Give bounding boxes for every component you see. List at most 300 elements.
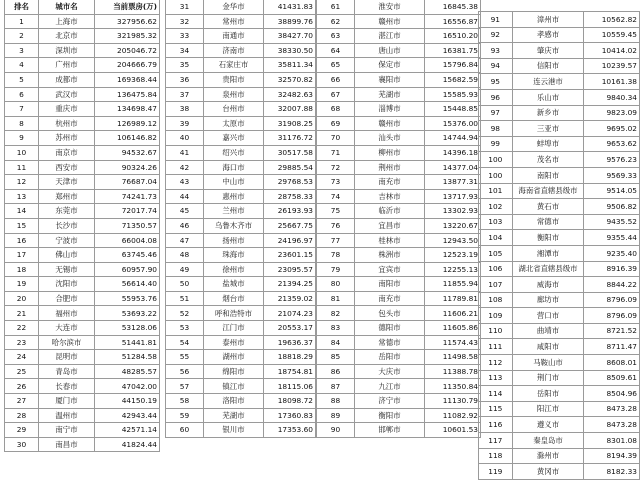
table-row xyxy=(5,364,160,379)
box-office-cell: 18818.29 xyxy=(264,350,316,365)
box-office-cell: 25667.75 xyxy=(264,218,316,233)
table-row xyxy=(166,131,316,146)
box-office-cell: 10239.57 xyxy=(584,58,640,74)
city-cell: 马鞍山市 xyxy=(512,355,584,371)
rank-cell: 51 xyxy=(166,291,204,306)
table-row xyxy=(479,152,640,168)
rank-cell: 14 xyxy=(5,204,39,219)
city-cell: 蚌埠市 xyxy=(512,136,584,152)
table-row xyxy=(317,0,481,14)
city-cell: 荆州市 xyxy=(355,160,425,175)
table-row xyxy=(166,423,316,438)
rank-cell: 82 xyxy=(317,306,355,321)
table-row xyxy=(317,72,481,87)
box-office-cell: 9435.52 xyxy=(584,214,640,230)
city-cell: 南阳市 xyxy=(355,277,425,292)
box-office-cell: 32482.63 xyxy=(264,87,316,102)
city-cell: 杭州市 xyxy=(39,116,95,131)
box-office-cell: 55953.76 xyxy=(95,291,160,306)
table-row xyxy=(166,102,316,117)
rank-cell: 54 xyxy=(166,335,204,350)
box-office-cell: 11388.78 xyxy=(425,364,481,379)
table-row xyxy=(166,233,316,248)
rank-cell: 1 xyxy=(5,14,39,29)
rank-cell: 31 xyxy=(166,0,204,14)
rank-cell: 71 xyxy=(317,145,355,160)
city-cell: 中山市 xyxy=(204,175,264,190)
table-row xyxy=(166,394,316,409)
ranking-table-3 xyxy=(316,0,481,438)
table-row xyxy=(479,43,640,59)
city-cell: 烟台市 xyxy=(204,291,264,306)
table-row xyxy=(479,74,640,90)
rank-cell: 100 xyxy=(479,167,513,183)
rank-cell: 7 xyxy=(5,102,39,117)
table-row xyxy=(317,218,481,233)
box-office-cell: 8504.96 xyxy=(584,386,640,402)
city-cell: 威海市 xyxy=(512,277,584,293)
table-row xyxy=(479,136,640,152)
box-office-cell: 53128.06 xyxy=(95,321,160,336)
city-cell: 福州市 xyxy=(39,306,95,321)
city-cell: 连云港市 xyxy=(512,74,584,90)
table-row xyxy=(479,245,640,261)
city-cell: 德阳市 xyxy=(355,321,425,336)
rank-cell: 116 xyxy=(479,417,513,433)
table-row xyxy=(479,308,640,324)
box-office-cell: 23095.57 xyxy=(264,262,316,277)
rank-cell: 118 xyxy=(479,448,513,464)
city-cell: 泉州市 xyxy=(204,87,264,102)
city-cell: 南通市 xyxy=(204,29,264,44)
box-office-cell: 8796.09 xyxy=(584,292,640,308)
city-cell: 阳江市 xyxy=(512,401,584,417)
table-row xyxy=(5,58,160,73)
box-office-cell: 8473.28 xyxy=(584,401,640,417)
table-row xyxy=(317,87,481,102)
table-row xyxy=(166,350,316,365)
table-row xyxy=(166,116,316,131)
rank-cell: 79 xyxy=(317,262,355,277)
city-cell: 秦皇岛市 xyxy=(512,433,584,449)
table-row xyxy=(5,116,160,131)
city-cell: 温州市 xyxy=(39,408,95,423)
table-row xyxy=(166,29,316,44)
rank-cell: 102 xyxy=(479,199,513,215)
box-office-cell: 9235.40 xyxy=(584,245,640,261)
table-row xyxy=(5,262,160,277)
table-row xyxy=(5,379,160,394)
rank-cell: 110 xyxy=(479,323,513,339)
table-row xyxy=(5,394,160,409)
box-office-cell: 13302.93 xyxy=(425,204,481,219)
box-office-cell: 42943.44 xyxy=(95,408,160,423)
rank-cell: 39 xyxy=(166,116,204,131)
table-row xyxy=(5,408,160,423)
city-cell: 衡阳市 xyxy=(355,408,425,423)
rank-cell: 27 xyxy=(5,394,39,409)
table-row xyxy=(5,87,160,102)
table-row xyxy=(317,277,481,292)
city-cell: 株洲市 xyxy=(355,248,425,263)
rank-cell: 61 xyxy=(317,0,355,14)
ranking-table-2 xyxy=(165,0,316,438)
city-cell: 青岛市 xyxy=(39,364,95,379)
rank-cell: 111 xyxy=(479,339,513,355)
box-office-cell: 38330.50 xyxy=(264,43,316,58)
rank-cell: 18 xyxy=(5,262,39,277)
box-office-cell: 204666.79 xyxy=(95,58,160,73)
table-row xyxy=(317,189,481,204)
table-row xyxy=(166,306,316,321)
rank-cell: 81 xyxy=(317,291,355,306)
rank-cell: 25 xyxy=(5,364,39,379)
city-cell: 济宁市 xyxy=(355,394,425,409)
box-office-cell: 169368.44 xyxy=(95,72,160,87)
rank-cell: 78 xyxy=(317,248,355,263)
table-row xyxy=(5,175,160,190)
city-cell: 惠州市 xyxy=(204,189,264,204)
box-office-cell: 9514.05 xyxy=(584,183,640,199)
table-row xyxy=(166,58,316,73)
box-office-cell: 11498.58 xyxy=(425,350,481,365)
table-row xyxy=(317,160,481,175)
table-row xyxy=(479,277,640,293)
rank-cell: 94 xyxy=(479,58,513,74)
city-cell: 绍兴市 xyxy=(204,145,264,160)
box-office-cell: 8301.08 xyxy=(584,433,640,449)
city-cell: 哈尔滨市 xyxy=(39,335,95,350)
city-cell: 赣州市 xyxy=(355,14,425,29)
rank-cell: 37 xyxy=(166,87,204,102)
box-office-cell: 16556.87 xyxy=(425,14,481,29)
box-office-cell: 14396.18 xyxy=(425,145,481,160)
rank-cell: 35 xyxy=(166,58,204,73)
city-cell: 武汉市 xyxy=(39,87,95,102)
rank-cell: 73 xyxy=(317,175,355,190)
table-row xyxy=(479,292,640,308)
box-office-cell: 8182.33 xyxy=(584,464,640,480)
city-cell: 沈阳市 xyxy=(39,277,95,292)
table-row xyxy=(166,218,316,233)
header-box-office: 当前票房(万) xyxy=(95,0,160,14)
box-office-cell: 8608.01 xyxy=(584,355,640,371)
city-cell: 厦门市 xyxy=(39,394,95,409)
rank-cell: 77 xyxy=(317,233,355,248)
box-office-cell: 21359.02 xyxy=(264,291,316,306)
box-office-cell: 17360.83 xyxy=(264,408,316,423)
table-row xyxy=(317,306,481,321)
box-office-cell: 10161.38 xyxy=(584,74,640,90)
city-cell: 常德市 xyxy=(512,214,584,230)
table-row xyxy=(5,204,160,219)
table-row xyxy=(5,335,160,350)
box-office-cell: 41431.83 xyxy=(264,0,316,14)
table-row xyxy=(479,230,640,246)
box-office-cell: 8796.09 xyxy=(584,308,640,324)
rank-cell: 90 xyxy=(317,423,355,438)
table-row xyxy=(5,321,160,336)
table-row xyxy=(166,277,316,292)
city-cell: 营口市 xyxy=(512,308,584,324)
rank-cell: 65 xyxy=(317,58,355,73)
city-cell: 新乡市 xyxy=(512,105,584,121)
rank-cell: 17 xyxy=(5,248,39,263)
table-row xyxy=(166,321,316,336)
box-office-cell: 32570.82 xyxy=(264,72,316,87)
city-cell: 大连市 xyxy=(39,321,95,336)
box-office-cell: 41824.44 xyxy=(95,437,160,452)
box-office-cell: 94532.67 xyxy=(95,145,160,160)
rank-cell: 108 xyxy=(479,292,513,308)
rank-cell: 76 xyxy=(317,218,355,233)
rank-cell: 70 xyxy=(317,131,355,146)
rank-cell: 86 xyxy=(317,364,355,379)
table-row xyxy=(5,233,160,248)
table-row xyxy=(166,160,316,175)
rank-cell: 19 xyxy=(5,277,39,292)
rank-cell: 99 xyxy=(479,136,513,152)
table-row xyxy=(479,58,640,74)
table-row xyxy=(479,121,640,137)
city-cell: 保定市 xyxy=(355,58,425,73)
rank-cell: 24 xyxy=(5,350,39,365)
city-cell: 咸阳市 xyxy=(512,339,584,355)
box-office-cell: 9576.23 xyxy=(584,152,640,168)
box-office-cell: 14377.04 xyxy=(425,160,481,175)
city-cell: 淄博市 xyxy=(355,102,425,117)
table-row xyxy=(479,199,640,215)
box-office-cell: 13717.93 xyxy=(425,189,481,204)
city-cell: 长沙市 xyxy=(39,218,95,233)
box-office-cell: 136475.84 xyxy=(95,87,160,102)
box-office-cell: 90324.26 xyxy=(95,160,160,175)
box-office-cell: 106146.82 xyxy=(95,131,160,146)
box-office-cell: 71350.57 xyxy=(95,218,160,233)
table-row xyxy=(5,350,160,365)
box-office-cell: 205046.72 xyxy=(95,43,160,58)
table-row xyxy=(479,105,640,121)
box-office-cell: 8194.39 xyxy=(584,448,640,464)
table-row xyxy=(479,433,640,449)
rank-cell: 6 xyxy=(5,87,39,102)
table-row xyxy=(317,175,481,190)
box-office-cell: 327956.62 xyxy=(95,14,160,29)
table-row xyxy=(166,189,316,204)
city-cell: 南阳市 xyxy=(512,167,584,183)
box-office-cell: 42571.14 xyxy=(95,423,160,438)
table-row xyxy=(479,370,640,386)
city-cell: 天津市 xyxy=(39,175,95,190)
rank-cell: 105 xyxy=(479,245,513,261)
box-office-cell: 16845.38 xyxy=(425,0,481,14)
box-office-cell: 13877.31 xyxy=(425,175,481,190)
box-office-cell: 60957.90 xyxy=(95,262,160,277)
box-office-cell: 72017.74 xyxy=(95,204,160,219)
rank-cell: 32 xyxy=(166,14,204,29)
rank-cell: 66 xyxy=(317,72,355,87)
rank-cell: 23 xyxy=(5,335,39,350)
city-cell: 湖北省直辖县级市 xyxy=(512,261,584,277)
city-cell: 曲靖市 xyxy=(512,323,584,339)
table-row xyxy=(479,448,640,464)
rank-cell: 52 xyxy=(166,306,204,321)
rank-cell: 85 xyxy=(317,350,355,365)
city-cell: 银川市 xyxy=(204,423,264,438)
table-row xyxy=(479,89,640,105)
city-cell: 茂名市 xyxy=(512,152,584,168)
box-office-cell: 15448.85 xyxy=(425,102,481,117)
table-row xyxy=(166,335,316,350)
city-cell: 呼和浩特市 xyxy=(204,306,264,321)
table-row xyxy=(317,291,481,306)
city-cell: 南昌市 xyxy=(39,437,95,452)
city-cell: 淮安市 xyxy=(355,0,425,14)
table-row xyxy=(317,116,481,131)
city-cell: 北京市 xyxy=(39,29,95,44)
city-cell: 上海市 xyxy=(39,14,95,29)
city-cell: 无锡市 xyxy=(39,262,95,277)
city-cell: 邯郸市 xyxy=(355,423,425,438)
city-cell: 荆门市 xyxy=(512,370,584,386)
box-office-cell: 13220.67 xyxy=(425,218,481,233)
box-office-cell: 19636.37 xyxy=(264,335,316,350)
rank-cell: 115 xyxy=(479,401,513,417)
box-office-cell: 9823.09 xyxy=(584,105,640,121)
table-row xyxy=(317,131,481,146)
city-cell: 昆明市 xyxy=(39,350,95,365)
rank-cell: 101 xyxy=(479,183,513,199)
city-cell: 襄阳市 xyxy=(355,72,425,87)
city-cell: 乐山市 xyxy=(512,89,584,105)
city-cell: 湛江市 xyxy=(355,29,425,44)
rank-cell: 100 xyxy=(479,152,513,168)
table-row xyxy=(166,379,316,394)
rank-cell: 112 xyxy=(479,355,513,371)
box-office-cell: 31176.72 xyxy=(264,131,316,146)
table-row xyxy=(5,43,160,58)
box-office-cell: 8721.52 xyxy=(584,323,640,339)
table-row xyxy=(166,43,316,58)
rank-cell: 103 xyxy=(479,214,513,230)
city-cell: 台州市 xyxy=(204,102,264,117)
box-office-cell: 63745.46 xyxy=(95,248,160,263)
table-row xyxy=(317,29,481,44)
rank-cell: 106 xyxy=(479,261,513,277)
ranking-table-4 xyxy=(478,11,640,480)
city-cell: 合肥市 xyxy=(39,291,95,306)
table-row xyxy=(5,102,160,117)
box-office-cell: 14744.94 xyxy=(425,131,481,146)
box-office-cell: 20553.17 xyxy=(264,321,316,336)
table-row xyxy=(479,12,640,28)
table-row xyxy=(5,14,160,29)
table-row xyxy=(317,335,481,350)
box-office-cell: 18115.06 xyxy=(264,379,316,394)
box-office-cell: 8844.22 xyxy=(584,277,640,293)
table-row xyxy=(479,417,640,433)
table-row xyxy=(166,408,316,423)
city-cell: 芜湖市 xyxy=(355,87,425,102)
rank-cell: 59 xyxy=(166,408,204,423)
box-office-cell: 15796.84 xyxy=(425,58,481,73)
table-row xyxy=(166,204,316,219)
rank-cell: 44 xyxy=(166,189,204,204)
rank-cell: 34 xyxy=(166,43,204,58)
rank-cell: 5 xyxy=(5,72,39,87)
table-row xyxy=(166,14,316,29)
rank-cell: 93 xyxy=(479,43,513,59)
rank-cell: 98 xyxy=(479,121,513,137)
table-row xyxy=(5,218,160,233)
rank-cell: 74 xyxy=(317,189,355,204)
box-office-cell: 21074.23 xyxy=(264,306,316,321)
box-office-cell: 9695.02 xyxy=(584,121,640,137)
box-office-cell: 8711.47 xyxy=(584,339,640,355)
box-office-cell: 10559.45 xyxy=(584,27,640,43)
rank-cell: 22 xyxy=(5,321,39,336)
table-row xyxy=(5,131,160,146)
box-office-cell: 26193.93 xyxy=(264,204,316,219)
box-office-cell: 11606.21 xyxy=(425,306,481,321)
table-row xyxy=(5,248,160,263)
box-office-cell: 28758.33 xyxy=(264,189,316,204)
rank-cell: 12 xyxy=(5,175,39,190)
box-office-cell: 56614.40 xyxy=(95,277,160,292)
box-office-cell: 18754.81 xyxy=(264,364,316,379)
rank-cell: 40 xyxy=(166,131,204,146)
table-row xyxy=(166,291,316,306)
table-row xyxy=(5,291,160,306)
city-cell: 珠海市 xyxy=(204,248,264,263)
box-office-cell: 9506.82 xyxy=(584,199,640,215)
table-row xyxy=(166,87,316,102)
rank-cell: 96 xyxy=(479,89,513,105)
table-row xyxy=(166,364,316,379)
city-cell: 九江市 xyxy=(355,379,425,394)
rank-cell: 20 xyxy=(5,291,39,306)
box-office-cell: 134698.47 xyxy=(95,102,160,117)
rank-cell: 97 xyxy=(479,105,513,121)
box-office-cell: 9355.44 xyxy=(584,230,640,246)
city-cell: 贵阳市 xyxy=(204,72,264,87)
box-office-cell: 29885.54 xyxy=(264,160,316,175)
box-office-cell: 9569.33 xyxy=(584,167,640,183)
rank-cell: 16 xyxy=(5,233,39,248)
city-cell: 岳阳市 xyxy=(512,386,584,402)
city-cell: 兰州市 xyxy=(204,204,264,219)
city-cell: 南宁市 xyxy=(39,423,95,438)
table-row xyxy=(317,102,481,117)
rank-cell: 11 xyxy=(5,160,39,175)
city-cell: 汕头市 xyxy=(355,131,425,146)
city-cell: 临沂市 xyxy=(355,204,425,219)
city-cell: 常州市 xyxy=(204,14,264,29)
city-cell: 肇庆市 xyxy=(512,43,584,59)
rank-cell: 15 xyxy=(5,218,39,233)
box-office-cell: 11082.92 xyxy=(425,408,481,423)
box-office-cell: 24196.97 xyxy=(264,233,316,248)
rank-cell: 87 xyxy=(317,379,355,394)
header-row xyxy=(5,0,160,14)
rank-cell: 21 xyxy=(5,306,39,321)
box-office-cell: 10562.82 xyxy=(584,12,640,28)
rank-cell: 95 xyxy=(479,74,513,90)
box-office-cell: 126989.12 xyxy=(95,116,160,131)
box-office-cell: 11789.81 xyxy=(425,291,481,306)
city-cell: 南充市 xyxy=(355,175,425,190)
city-cell: 衡阳市 xyxy=(512,230,584,246)
